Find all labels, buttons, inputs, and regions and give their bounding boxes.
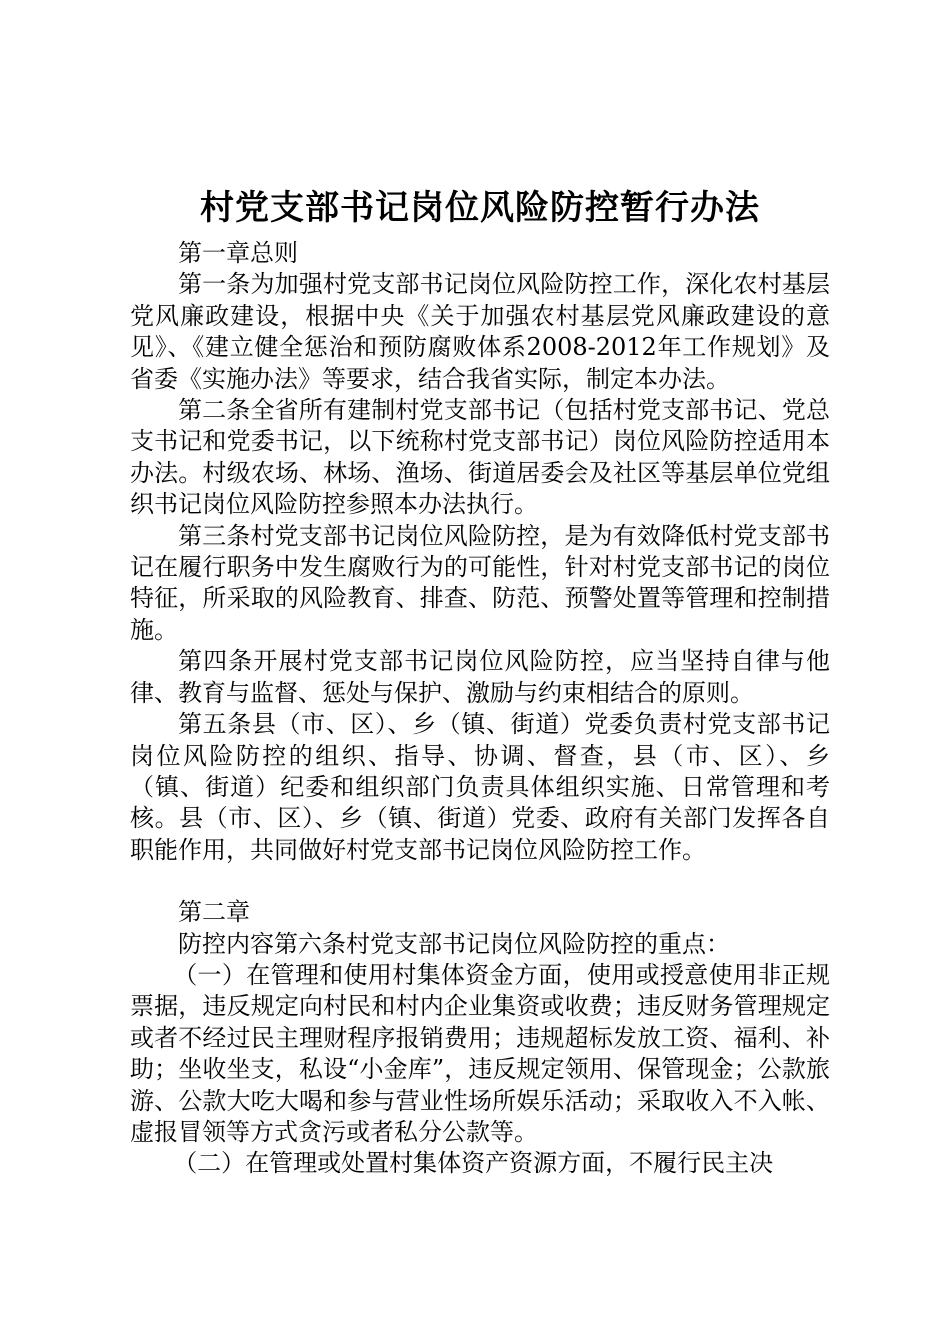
document-title: 村党支部书记岗位风险防控暂行办法: [200, 188, 760, 228]
article-6: 防控内容第六条村党支部书记岗位风险防控的重点：: [178, 929, 730, 958]
section-gap: [130, 866, 830, 897]
article-4: 第四条开展村党支部书记岗位风险防控，应当坚持自律与他律、教育与监督、惩处与保护、激励与约束相结合的原则。: [130, 647, 830, 707]
article-2: 第二条全省所有建制村党支部书记（包括村党支部书记、党总支书记和党委书记，以下统称村党支部书记）岗位风险防控适用本办法。村级农场、林场、渔场、街道居委会及社区等基层单位党组织书记岗位风险防控参照本办法执行。: [130, 396, 830, 519]
article-3: 第三条村党支部书记岗位风险防控，是为有效降低村党支部书记在履行职务中发生腐败行为的可能性，针对村党支部书记的岗位特征，所采取的风险教育、排查、防范、预警处置等管理和控制措施。: [130, 521, 830, 644]
article-5: 第五条县（市、区）、乡（镇、街道）党委负责村党支部书记岗位风险防控的组织、指导、协调、督查，县（市、区）、乡（镇、街道）纪委和组织部门负责具体组织实施、日常管理和考核。县（市、区）、乡（镇、街道）党委、政府有关部门发挥各自职能作用，共同做好村党支部书记岗位风险防控工作。: [130, 710, 830, 864]
article-6-item-2: （二）在管理或处置村集体资产资源方面，不履行民主决: [173, 1149, 774, 1178]
chapter2-heading: 第二章: [178, 898, 250, 927]
article-1: 第一条为加强村党支部书记岗位风险防控工作，深化农村基层党风廉政建设，根据中央《关于加强农村基层党风廉政建设的意见》、《建立健全惩治和预防腐败体系2008-2012年工作规划》及省委《实施办法》等要求，结合我省实际，制定本办法。: [130, 270, 830, 393]
chapter1-heading: 第一章总则: [178, 239, 298, 267]
document-page: [130, 180, 830, 1180]
article-6-item-1: （一）在管理和使用村集体资金方面，使用或授意使用非正规票据，违反规定向村民和村内企业集资或收费；违反财务管理规定或者不经过民主理财程序报销费用；违规超标发放工资、福利、补助；坐收坐支，私设“小金库”，违反规定领用、保管现金；公款旅游、公款大吃大喝和参与营业性场所娱乐活动；采取收入不入帐、虚报冒领等方式贪污或者私分公款等。: [130, 960, 830, 1146]
